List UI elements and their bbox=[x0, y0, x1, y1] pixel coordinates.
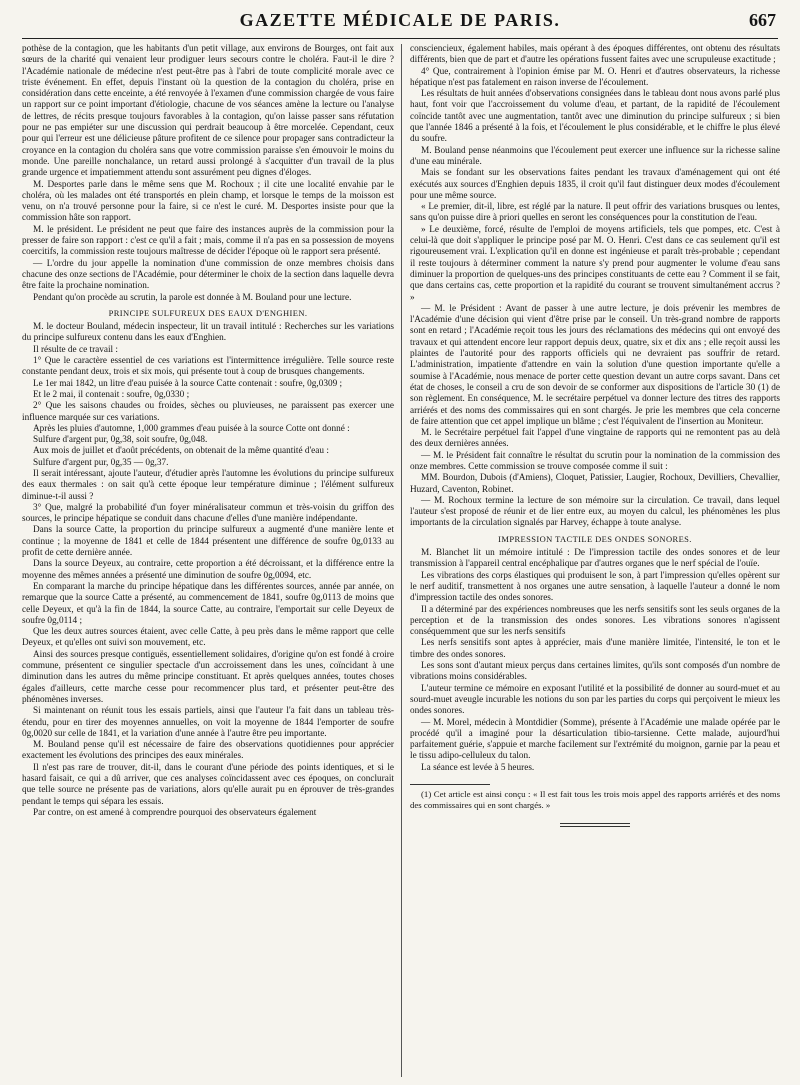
section-title: IMPRESSION TACTILE DES ONDES SONORES. bbox=[498, 533, 692, 544]
page-header bbox=[22, 8, 778, 39]
paragraph: pothèse de la contagion, que les habitants d'un petit village, aux environs de Bourges, ont fait aux sœurs de la charité qui venaient leur prodiguer leurs secours contre le choléra. Faut-il le dire ? l'Académie nationale de médecine n'est peut-être pas à l'abri de toute complicité morale avec ce triste événement. En effet, depuis l'instant où la question de la contagion du choléra, prise en considération dans cette enceinte, a été renvoyée à l'examen d'une commission chargée de vous faire un rapport sur ce point important d'étiologie, chacune de vos séances amène la lecture ou l'analyse de lettres, de récits presque toujours favorables à la contagion, qu'on laisse passer sans réfutation pour ne pas empiéter sur une discussion qui perdrait beaucoup à être morcelée. Cependant, ceux pour qui l'erreur est une délicieuse pâture profitent de ce silence pour propager sans contradicteur la croyance en la contagion du choléra sans que votre commission paraisse s'en émouvoir le moins du monde. Une pareille nonchalance, un retard aussi prolongé à s'acquitter d'un travail de la plus grande urgence et impatiemment attendu sont assurément peu dignes d'éloges. bbox=[22, 44, 394, 179]
paragraph: L'auteur termine ce mémoire en exposant l'utilité et la possibilité de donner au sourd-muet et au sourd-muet aveugle incurable les notions du son par les parties du corps qui perçoivent le mieux les ondes sonores. bbox=[410, 683, 780, 717]
right-column bbox=[410, 44, 780, 1079]
end-rule bbox=[560, 823, 630, 824]
paragraph: M. Bouland pense néanmoins que l'écoulement peut exercer une influence sur la richesse saline d'une eau minérale. bbox=[410, 145, 780, 167]
left-column bbox=[22, 44, 394, 1079]
paragraph: Mais se fondant sur les observations faites pendant les travaux d'aménagement qui ont été exécutés aux sources d'Enghien depuis 1835, il croit qu'il faut distinguer deux modes d'écoulement pour une même source. bbox=[410, 168, 780, 201]
paragraph: Et le 2 mai, il contenait : soufre, 0g,0330 ; bbox=[33, 389, 190, 400]
paragraph: Les nerfs sensitifs sont aptes à apprécier, mais d'une manière limitée, l'intensité, le ton et le timbre des ondes sonores. bbox=[410, 638, 780, 660]
paragraph: — M. Morel, médecin à Montdidier (Somme), présente à l'Académie une malade opérée par le procédé qu'il a imaginé pour la désarticulation tibio-tarsienne. Cette malade, aujourd'hui parfaitement guérie, s'appuie et marche facilement sur l'extrémité du moignon, garnie par la peau et le tissu adipo-celluleux du talon. bbox=[410, 717, 780, 762]
paragraph: — M. Rochoux termine la lecture de son mémoire sur la circulation. Ce travail, dans lequel l'auteur s'est proposé de réunir et de lier entre eux, au moyen du calcul, les phénomènes les plus importants de la circulation signalés par Harvey, échappe à toute analyse. bbox=[410, 495, 780, 529]
paragraph: » Le deuxième, forcé, résulte de l'emploi de moyens artificiels, tels que pompes, etc. C'est à celui-là que doit s'appliquer le principe posé par M. O. Henri. C'est dans ce cas seulement qu'il est rigoureusement vrai. L'explication qu'il en donne est ingénieuse et paraît très-probable ; cependant il reste toujours à déterminer comment la nature s'y prend pour augmenter le volume d'eau sans diminuer la proportion de quelques-uns des principes constituants de cette eau ? Comment il se fait, que dans certains cas, cette proportion et la rapidité du courant se trouvent simultanément accrus ? » bbox=[410, 224, 780, 303]
paragraph: Il a déterminé par des expériences nombreuses que les nerfs sensitifs sont les seuls organes de la perception et de la transmission des ondes sonores. Les vibrations sonores n'agissent conséquemment que sur les nerfs sensitifs bbox=[410, 604, 780, 638]
paragraph: Aux mois de juillet et d'août précédents, on obtenait de la même quantité d'eau : bbox=[33, 446, 329, 457]
paragraph: La séance est levée à 5 heures. bbox=[421, 762, 535, 773]
paragraph: Si maintenant on réunit tous les essais partiels, ainsi que l'auteur l'a fait dans un tableau très-étendu, pour en tirer des moyennes annuelles, on voit la moyenne de 1844 l'emporter de soufre 0g,0020 sur celle de 1841, et la variation d'une année à l'autre être peu importante. bbox=[22, 706, 394, 739]
paragraph: Par contre, on est amené à comprendre pourquoi des observateurs également bbox=[33, 807, 317, 818]
footnote: (1) Cet article est ainsi conçu : « Il est fait tous les trois mois appel des rapports arriérés et des noms des commissaires qui en sont chargés. » bbox=[410, 789, 780, 810]
paragraph: 2° Que les saisons chaudes ou froides, sèches ou pluvieuses, ne paraissent pas exercer une influence marquée sur ces variations. bbox=[22, 401, 394, 423]
paragraph: consciencieux, également habiles, mais opérant à des époques différentes, ont obtenu des résultats différents, bien que de part et d'autre les opérations fussent faites avec une scrupuleuse exactitude ; bbox=[410, 44, 780, 66]
footnote-rule bbox=[410, 784, 490, 785]
paragraph: M. Bouland pense qu'il est nécessaire de faire des observations quotidiennes pour apprécier exactement les évolutions des principes des eaux minérales. bbox=[22, 740, 394, 762]
paragraph: Après les pluies d'automne, 1,000 grammes d'eau puisée à la source Cotte ont donné : bbox=[33, 423, 350, 434]
column-divider bbox=[401, 44, 402, 1077]
paragraph: Ainsi des sources presque contiguës, essentiellement solidaires, d'origine qu'on est fondé à croire commune, présentent ce singulier spectacle d'un accroissement dans les unes, coïncidant à une diminution dans les autres du même principe constituant. Et après quelques années, toutes choses égales d'ailleurs, cette marche cesse pour recommencer plus tard, et présenter peut-être des phénomènes inverses. bbox=[22, 649, 394, 705]
paragraph: — L'ordre du jour appelle la nomination d'une commission de onze membres choisis dans chacune des onze sections de l'Académie, pour déterminer le choix de la section dans laquelle devra être faite la prochaine nomination. bbox=[22, 258, 394, 292]
paragraph: Il n'est pas rare de trouver, dit-il, dans le courant d'une période des points identiques, et si le hasard faisait, ce qui a dû arriver, que ces analyses coïncidassent avec ces époques, on conclurait que telle source ne présente pas de variations, alors qu'elle aurait pu en éprouver de très-grandes pendant le temps qui sépara les essais. bbox=[22, 762, 394, 807]
page-number: 667 bbox=[749, 10, 776, 30]
paragraph: Dans la source Catte, la proportion du principe sulfureux a augmenté d'une manière lente et continue ; la moyenne de 1841 et celle de 1844 présentent une différence de soufre 0g,0133 au profit de cette dernière année. bbox=[22, 525, 394, 559]
paragraph: Le 1er mai 1842, un litre d'eau puisée à la source Catte contenait : soufre, 0g,0309 ; bbox=[33, 378, 343, 389]
paragraph: — M. le Président fait connaître le résultat du scrutin pour la nomination de la commission des onze membres. Cette commission se trouve composée comme il suit : bbox=[410, 450, 780, 472]
paragraph: M. le Secrétaire perpétuel fait l'appel d'une vingtaine de rapports qui ne remontent pas au delà des deux dernières années. bbox=[410, 428, 780, 450]
paragraph: Il résulte de ce travail : bbox=[33, 344, 119, 355]
paragraph: Sulfure d'argent pur, 0g,35 — 0g,37. bbox=[33, 457, 169, 468]
paragraph: Dans la source Deyeux, au contraire, cette proportion a été décroissant, et la différence entre la moyenne des mêmes années a présenté une diminution de soufre 0g,0094, etc. bbox=[22, 559, 394, 581]
paragraph: Les résultats de huit années d'observations consignées dans le tableau dont nous avons parlé plus haut, font voir que l'accroissement du volume d'eau, et partant, de la rapidité de l'écoulement coïncide tantôt avec une augmentation, tantôt avec une diminution du principe sulfureux ; si bien que l'année 1846 a présenté à la fois, et l'écoulement le plus considérable, et le chiffre le plus élevé du soufre. bbox=[410, 89, 780, 145]
paragraph: — M. le Président : Avant de passer à une autre lecture, je dois prévenir les membres de l'Académie d'une décision qui vient d'être prise par le conseil. Un très-grand nombre de rapports sont en retard ; l'Académie reçoit tous les jours des réclamations des médecins qui ont envoyé des travaux et qui attendent encore leur rapport depuis deux, quatre, six et dix ans ; elle reçoit aussi les plaintes de l'autorité pour des rapports officiels qui ne devraient pas souffrir de retard. L'administration, impatiente d'attendre en vain la solution d'une question importante qu'elle a soumise à l'Académie, nous menace de porter cette question devant un autre corps savant. Dans cet état de choses, le conseil a cru de son devoir de se conformer aux dispositions de l'article 30 (1) de son règlement. En conséquence, M. le secrétaire perpétuel va donner lecture des titres des rapports arriérés et des noms des commissaires qui en sont chargés. Je prie les membres que cela concerne de faire attention que cet appel implique un blâme ; c'est l'équivalent de l'insertion au Moniteur. bbox=[410, 303, 780, 427]
paragraph: M. Blanchet lit un mémoire intitulé : De l'impression tactile des ondes sonores et de leur transmission à l'appareil central encéphalique par d'autres organes que le nerf spécial de l'ouïe. bbox=[410, 548, 780, 570]
running-title: GAZETTE MÉDICALE DE PARIS. bbox=[239, 10, 561, 30]
paragraph: Il serait intéressant, ajoute l'auteur, d'étudier après l'automne les évolutions du principe sulfureux des eaux thermales : on sait qu'à cette époque leur température diminue ; l'élément sulfureux diminue-t-il aussi ? bbox=[22, 468, 394, 502]
end-rule bbox=[560, 826, 630, 827]
paragraph: Les vibrations des corps élastiques qui produisent le son, à part l'impression qu'elles opèrent sur le nerf auditif, transmettent à nos organes une autre sensation, à laquelle l'auteur a donné le nom d'impression tactile des ondes sonores. bbox=[410, 570, 780, 604]
paragraph: 1° Que le caractère essentiel de ces variations est l'intermittence irrégulière. Telle source reste constante pendant deux, trois et six mois, qui présente tout à coup de brusques changements. bbox=[22, 356, 394, 378]
paragraph: Sulfure d'argent pur, 0g,38, soit soufre, 0g,048. bbox=[33, 435, 208, 446]
paragraph: 3° Que, malgré la probabilité d'un foyer minéralisateur commun et très-voisin du griffon des sources, le principe hépatique se conduit dans chacune d'elles d'une manière indépendante. bbox=[22, 502, 394, 525]
paragraph: « Le premier, dit-il, libre, est réglé par la nature. Il peut offrir des variations brusques ou lentes, sans qu'on puisse dire à priori quelles en seront les conséquences pour la constitution de l'eau. bbox=[410, 202, 780, 224]
paragraph: M. le président. Le président ne peut que faire des instances auprès de la commission pour la presser de faire son rapport : c'est ce qu'il a fait ; mais, comme il n'a pas en sa possession de moyens coercitifs, la commission reste toujours maîtresse de décider l'époque où le rapport sera présenté. bbox=[22, 224, 394, 258]
paragraph: En comparant la marche du principe hépatique dans les différentes sources, année par année, on remarque que la source Catte a présenté, au commencement de 1841, soufre 0g,0113 de moins que celle Deyeux, et qu'à la fin de 1844, la source Catte, au contraire, l'emportait sur celle Deyeux de soufre 0g,0114 ; bbox=[22, 581, 394, 626]
paragraph: M. Desportes parle dans le même sens que M. Rochoux ; il cite une localité envahie par le choléra, où les malades ont été transportés en plein champ, et lorsque le temps de la moisson est venu, on n'a trouvé personne pour la faire, si ce n'est le curé. M. Desportes insiste pour que la commission hâte son rapport. bbox=[22, 179, 394, 224]
paragraph: 4° Que, contrairement à l'opinion émise par M. O. Henri et d'autres observateurs, la richesse hépatique n'est pas fatalement en raison inverse de l'écoulement. bbox=[410, 66, 780, 88]
paragraph: M. le docteur Bouland, médecin inspecteur, lit un travail intitulé : Recherches sur les variations du principe sulfureux contenu dans les eaux d'Enghien. bbox=[22, 322, 394, 344]
paragraph: Que les deux autres sources étaient, avec celle Catte, à peu près dans le même rapport que celle Deyeux, et qu'elles ont suivi son mouvement, etc. bbox=[22, 627, 394, 649]
paragraph: Pendant qu'on procède au scrutin, la parole est donnée à M. Bouland pour une lecture. bbox=[33, 292, 352, 303]
paragraph: Les sons sont d'autant mieux perçus dans certaines limites, qu'ils sont composés d'un nombre de vibrations moins considérables. bbox=[410, 661, 780, 683]
section-title: PRINCIPE SULFUREUX DES EAUX D'ENGHIEN. bbox=[108, 307, 308, 318]
paragraph: MM. Bourdon, Dubois (d'Amiens), Cloquet, Patissier, Laugier, Rochoux, Devilliers, Chevallier, Huzard, Caventon, Robinet. bbox=[410, 473, 780, 495]
